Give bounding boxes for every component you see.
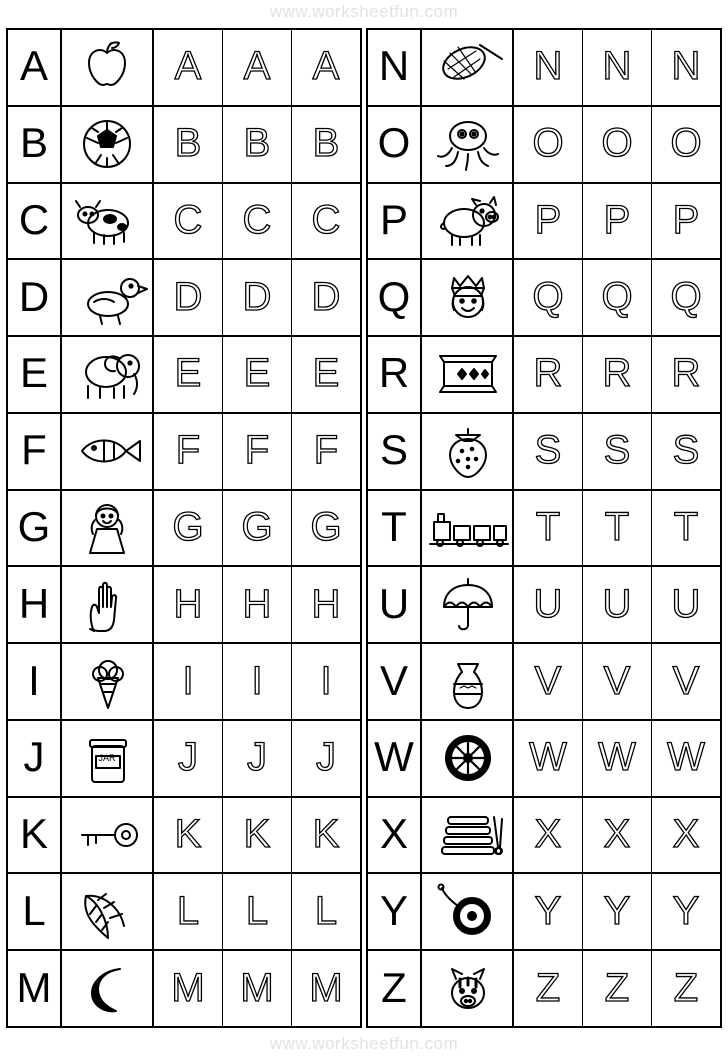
- trace-cell[interactable]: [292, 107, 360, 182]
- letter-cell: [8, 721, 62, 796]
- trace-cell[interactable]: [583, 337, 652, 412]
- trace-cell[interactable]: [583, 721, 652, 796]
- trace-glyph: P: [672, 197, 700, 242]
- trace-cell[interactable]: [292, 798, 360, 873]
- letter-glyph: J: [23, 733, 45, 781]
- letter-row-u: [368, 567, 720, 644]
- trace-cell[interactable]: [652, 567, 720, 642]
- duck-icon: [62, 260, 154, 335]
- watermark-bottom: www.worksheetfun.com: [269, 1034, 459, 1053]
- letter-row-a: [8, 30, 360, 107]
- letter-row-w: [368, 721, 720, 798]
- trace-glyph: B: [312, 121, 340, 166]
- strawberry-icon: [422, 414, 514, 489]
- trace-cell[interactable]: [292, 260, 360, 335]
- letter-cell: [8, 184, 62, 259]
- letter-cell: [8, 951, 62, 1026]
- letter-row-s: [368, 414, 720, 491]
- letter-cell: [8, 874, 62, 949]
- trace-glyph: Z: [604, 965, 630, 1010]
- trace-glyph: B: [174, 121, 202, 166]
- trace-glyph: Z: [535, 965, 561, 1010]
- trace-glyph: E: [174, 351, 202, 396]
- trace-cell[interactable]: [583, 567, 652, 642]
- trace-cell[interactable]: [223, 184, 292, 259]
- picture-label: JAR: [98, 753, 116, 764]
- letter-glyph: S: [379, 426, 408, 474]
- trace-glyph: E: [243, 351, 271, 396]
- trace-cell[interactable]: [514, 644, 583, 719]
- trace-cell[interactable]: [154, 567, 223, 642]
- letter-cell: [368, 874, 422, 949]
- trace-glyph: M: [240, 965, 274, 1010]
- trace-glyph: F: [244, 428, 270, 473]
- trace-cell[interactable]: [583, 644, 652, 719]
- trace-cell[interactable]: [514, 107, 583, 182]
- trace-cell[interactable]: [514, 491, 583, 566]
- trace-cell[interactable]: [292, 874, 360, 949]
- trace-cell[interactable]: [652, 798, 720, 873]
- letter-row-o: [368, 107, 720, 184]
- trace-cell[interactable]: [223, 260, 292, 335]
- letter-row-z: [368, 951, 720, 1026]
- trace-cell[interactable]: [514, 951, 583, 1026]
- letter-glyph: Y: [379, 886, 408, 934]
- net-icon: [422, 30, 514, 105]
- fish-icon: [62, 414, 154, 489]
- trace-glyph: F: [313, 428, 339, 473]
- letter-glyph: M: [16, 963, 52, 1011]
- letter-glyph: T: [381, 502, 407, 550]
- trace-glyph: M: [171, 965, 205, 1010]
- letter-glyph: A: [19, 42, 48, 90]
- trace-cell[interactable]: [652, 644, 720, 719]
- trace-cell[interactable]: [154, 798, 223, 873]
- trace-cell[interactable]: [514, 414, 583, 489]
- letter-cell: [368, 184, 422, 259]
- letter-cell: [8, 260, 62, 335]
- trace-glyph: O: [532, 121, 564, 166]
- letter-row-x: [368, 798, 720, 875]
- trace-cell[interactable]: [292, 414, 360, 489]
- letter-glyph: N: [378, 42, 410, 90]
- trace-glyph: F: [175, 428, 201, 473]
- letter-cell: [8, 491, 62, 566]
- trace-cell[interactable]: [583, 951, 652, 1026]
- trace-cell[interactable]: [652, 184, 720, 259]
- trace-cell[interactable]: [583, 184, 652, 259]
- trace-glyph: S: [672, 428, 700, 473]
- trace-cell[interactable]: [154, 337, 223, 412]
- letter-row-j: [8, 721, 360, 798]
- letter-row-n: [368, 30, 720, 107]
- trace-glyph: N: [671, 44, 701, 89]
- trace-glyph: X: [534, 812, 562, 857]
- trace-glyph: I: [320, 658, 332, 703]
- trace-glyph: P: [603, 197, 631, 242]
- trace-glyph: H: [311, 581, 341, 626]
- trace-cell[interactable]: [514, 337, 583, 412]
- letter-glyph: F: [21, 426, 47, 474]
- trace-glyph: U: [602, 581, 632, 626]
- trace-cell[interactable]: [223, 798, 292, 873]
- letter-row-v: [368, 644, 720, 721]
- letter-glyph: V: [379, 656, 408, 704]
- letter-row-m: [8, 951, 360, 1026]
- trace-cell[interactable]: [292, 337, 360, 412]
- letter-cell: [8, 644, 62, 719]
- trace-cell[interactable]: [223, 721, 292, 796]
- trace-cell[interactable]: [514, 184, 583, 259]
- jar-icon: [62, 721, 154, 796]
- hand-icon: [62, 567, 154, 642]
- trace-cell[interactable]: [583, 798, 652, 873]
- trace-glyph: X: [603, 812, 631, 857]
- trace-glyph: Q: [670, 274, 702, 319]
- trace-cell[interactable]: [154, 721, 223, 796]
- letter-cell: [368, 414, 422, 489]
- letter-cell: [368, 491, 422, 566]
- trace-glyph: Q: [601, 274, 633, 319]
- trace-glyph: A: [174, 44, 202, 89]
- xylophone-icon: [422, 798, 514, 873]
- trace-glyph: J: [316, 735, 336, 780]
- trace-cell[interactable]: [223, 414, 292, 489]
- trace-cell[interactable]: [652, 107, 720, 182]
- trace-glyph: A: [243, 44, 271, 89]
- wheel-icon: [422, 721, 514, 796]
- trace-cell[interactable]: [292, 184, 360, 259]
- trace-glyph: C: [173, 197, 203, 242]
- trace-cell[interactable]: [292, 491, 360, 566]
- trace-glyph: K: [243, 812, 271, 857]
- trace-cell[interactable]: [652, 874, 720, 949]
- letter-row-l: [8, 874, 360, 951]
- trace-cell[interactable]: [154, 184, 223, 259]
- trace-glyph: D: [311, 274, 341, 319]
- trace-cell[interactable]: [583, 30, 652, 105]
- letter-glyph: Z: [381, 963, 407, 1011]
- trace-cell[interactable]: [652, 951, 720, 1026]
- trace-cell[interactable]: [223, 30, 292, 105]
- key-icon: [62, 798, 154, 873]
- letter-row-e: [8, 337, 360, 414]
- umbrella-icon: [422, 567, 514, 642]
- trace-cell[interactable]: [223, 874, 292, 949]
- letter-cell: [368, 798, 422, 873]
- letter-glyph: I: [28, 656, 40, 704]
- letter-cell: [368, 721, 422, 796]
- letter-cell: [8, 107, 62, 182]
- trace-glyph: C: [311, 197, 341, 242]
- trace-cell[interactable]: [223, 951, 292, 1026]
- letter-glyph: H: [18, 579, 50, 627]
- trace-glyph: Q: [532, 274, 564, 319]
- trace-cell[interactable]: [514, 567, 583, 642]
- grid-left-column: [6, 28, 362, 1028]
- trace-cell[interactable]: [583, 260, 652, 335]
- trace-cell[interactable]: [223, 644, 292, 719]
- trace-cell[interactable]: [583, 874, 652, 949]
- letter-row-f: [8, 414, 360, 491]
- train-icon: [422, 491, 514, 566]
- trace-cell[interactable]: [292, 567, 360, 642]
- trace-glyph: C: [242, 197, 272, 242]
- trace-glyph: W: [529, 735, 567, 780]
- letter-row-g: [8, 491, 360, 568]
- trace-glyph: J: [247, 735, 267, 780]
- trace-glyph: R: [671, 351, 701, 396]
- trace-glyph: I: [251, 658, 263, 703]
- trace-cell[interactable]: [292, 30, 360, 105]
- letter-glyph: O: [377, 119, 411, 167]
- trace-glyph: H: [242, 581, 272, 626]
- trace-cell[interactable]: [583, 414, 652, 489]
- letter-row-t: [368, 491, 720, 568]
- letter-glyph: R: [378, 349, 410, 397]
- trace-glyph: Y: [603, 888, 631, 933]
- rug-icon: [422, 337, 514, 412]
- zebra-icon: [422, 951, 514, 1026]
- trace-glyph: D: [173, 274, 203, 319]
- letter-glyph: E: [19, 349, 48, 397]
- trace-cell[interactable]: [514, 260, 583, 335]
- letter-glyph: D: [18, 272, 50, 320]
- trace-glyph: R: [533, 351, 563, 396]
- trace-cell[interactable]: [583, 107, 652, 182]
- moon-icon: [62, 951, 154, 1026]
- trace-cell[interactable]: [292, 951, 360, 1026]
- trace-glyph: W: [598, 735, 636, 780]
- trace-glyph: R: [602, 351, 632, 396]
- trace-glyph: U: [533, 581, 563, 626]
- trace-cell[interactable]: [514, 721, 583, 796]
- trace-cell[interactable]: [292, 644, 360, 719]
- trace-glyph: P: [534, 197, 562, 242]
- letter-cell: [368, 30, 422, 105]
- trace-glyph: K: [312, 812, 340, 857]
- octopus-icon: [422, 107, 514, 182]
- trace-glyph: L: [314, 888, 338, 933]
- letter-glyph: X: [379, 810, 408, 858]
- trace-cell[interactable]: [223, 337, 292, 412]
- trace-cell[interactable]: [154, 260, 223, 335]
- letter-row-r: [368, 337, 720, 414]
- letter-glyph: K: [19, 810, 48, 858]
- trace-glyph: D: [242, 274, 272, 319]
- letter-glyph: W: [374, 733, 414, 781]
- trace-glyph: T: [535, 504, 561, 549]
- trace-glyph: K: [174, 812, 202, 857]
- letter-glyph: L: [22, 886, 46, 934]
- letter-glyph: U: [378, 579, 410, 627]
- trace-glyph: L: [245, 888, 269, 933]
- trace-cell[interactable]: [514, 30, 583, 105]
- trace-glyph: N: [602, 44, 632, 89]
- trace-cell[interactable]: [154, 951, 223, 1026]
- yoyo-icon: [422, 874, 514, 949]
- letter-cell: [368, 337, 422, 412]
- trace-glyph: W: [667, 735, 705, 780]
- letter-row-b: [8, 107, 360, 184]
- elephant-icon: [62, 337, 154, 412]
- trace-glyph: O: [670, 121, 702, 166]
- trace-glyph: S: [534, 428, 562, 473]
- trace-cell[interactable]: [292, 721, 360, 796]
- letter-row-h: [8, 567, 360, 644]
- trace-glyph: V: [534, 658, 562, 703]
- trace-cell[interactable]: [154, 874, 223, 949]
- trace-glyph: V: [603, 658, 631, 703]
- trace-cell[interactable]: [652, 491, 720, 566]
- letter-row-y: [368, 874, 720, 951]
- letter-cell: [8, 337, 62, 412]
- trace-glyph: O: [601, 121, 633, 166]
- trace-glyph: G: [310, 504, 342, 549]
- trace-cell[interactable]: [223, 491, 292, 566]
- trace-glyph: E: [312, 351, 340, 396]
- trace-glyph: B: [243, 121, 271, 166]
- trace-glyph: G: [172, 504, 204, 549]
- trace-glyph: H: [173, 581, 203, 626]
- ice-cream-icon: [62, 644, 154, 719]
- queen-icon: [422, 260, 514, 335]
- trace-glyph: Y: [534, 888, 562, 933]
- tracing-grid: [6, 28, 722, 1028]
- letter-cell: [8, 567, 62, 642]
- trace-glyph: N: [533, 44, 563, 89]
- trace-cell[interactable]: [652, 337, 720, 412]
- trace-cell[interactable]: [583, 491, 652, 566]
- letter-glyph: C: [18, 195, 50, 243]
- trace-glyph: S: [603, 428, 631, 473]
- trace-cell[interactable]: [652, 260, 720, 335]
- trace-cell[interactable]: [652, 721, 720, 796]
- trace-cell[interactable]: [154, 414, 223, 489]
- trace-glyph: A: [312, 44, 340, 89]
- letter-glyph: G: [17, 502, 51, 550]
- trace-cell[interactable]: [154, 491, 223, 566]
- trace-cell[interactable]: [514, 874, 583, 949]
- apple-icon: [62, 30, 154, 105]
- trace-glyph: T: [604, 504, 630, 549]
- trace-cell[interactable]: [154, 30, 223, 105]
- letter-cell: [368, 951, 422, 1026]
- grid-right-column: [366, 28, 722, 1028]
- trace-cell[interactable]: [652, 30, 720, 105]
- trace-cell[interactable]: [652, 414, 720, 489]
- trace-glyph: M: [309, 965, 343, 1010]
- letter-cell: [368, 567, 422, 642]
- trace-cell[interactable]: [154, 644, 223, 719]
- trace-glyph: Z: [673, 965, 699, 1010]
- leaf-icon: [62, 874, 154, 949]
- trace-cell[interactable]: [223, 567, 292, 642]
- letter-cell: [368, 644, 422, 719]
- letter-row-d: [8, 260, 360, 337]
- trace-glyph: G: [241, 504, 273, 549]
- trace-glyph: V: [672, 658, 700, 703]
- letter-cell: [368, 260, 422, 335]
- trace-glyph: L: [176, 888, 200, 933]
- letter-glyph: B: [19, 119, 48, 167]
- letter-cell: [368, 107, 422, 182]
- ball-icon: [62, 107, 154, 182]
- letter-row-q: [368, 260, 720, 337]
- vase-icon: [422, 644, 514, 719]
- letter-cell: [8, 414, 62, 489]
- letter-row-k: [8, 798, 360, 875]
- letter-row-c: [8, 184, 360, 261]
- trace-glyph: J: [178, 735, 198, 780]
- trace-glyph: Y: [672, 888, 700, 933]
- letter-glyph: Q: [377, 272, 411, 320]
- girl-icon: [62, 491, 154, 566]
- trace-cell[interactable]: [223, 107, 292, 182]
- cow-icon: [62, 184, 154, 259]
- letter-glyph: P: [379, 195, 408, 243]
- letter-row-i: [8, 644, 360, 721]
- letter-row-p: [368, 184, 720, 261]
- trace-glyph: I: [182, 658, 194, 703]
- letter-cell: [8, 30, 62, 105]
- trace-cell[interactable]: [514, 798, 583, 873]
- trace-glyph: T: [673, 504, 699, 549]
- letter-cell: [8, 798, 62, 873]
- watermark-top: www.worksheetfun.com: [269, 2, 459, 21]
- pig-icon: [422, 184, 514, 259]
- trace-cell[interactable]: [154, 107, 223, 182]
- trace-glyph: X: [672, 812, 700, 857]
- trace-glyph: U: [671, 581, 701, 626]
